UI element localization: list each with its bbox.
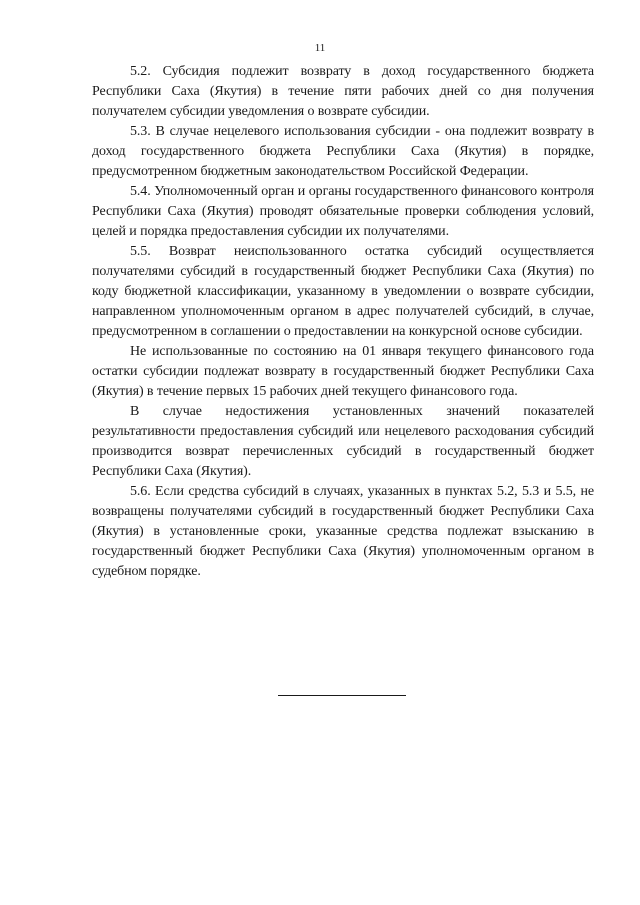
paragraph-5-2: 5.2. Субсидия подлежит возврату в доход государственного бюджета Республики Саха (Якутия) в течение пяти рабочих дней со дня получения получателем субсидии уведомления о возврате субсидии. [92, 64, 594, 119]
paragraph-5-5: 5.5. Возврат неиспользованного остатка субсидий осуществляется получателями субсидий в государственный бюджет Республики Саха (Якутия) по коду бюджетной классификации, указанному в уведомлении о возврате субсидии, направленном уполномоченным органом в адрес получателей субсидий, в случае, предусмотренном в соглашении о предоставлении на конкурсной основе субсидии. [92, 244, 594, 339]
closing-divider-line [278, 695, 406, 696]
paragraph-unused-balance: Не использованные по состоянию на 01 января текущего финансового года остатки субсидии подлежат возврату в государственный бюджет Республики Саха (Якутия) в течение первых 15 рабочих дней текущего финансового года. [92, 344, 594, 399]
document-body [92, 62, 594, 582]
paragraph-non-achievement: В случае недостижения установленных значений показателей результативности предоставления субсидий или нецелевого расходования субсидий производится возврат перечисленных субсидий в государственный бюджет Республики Саха (Якутия). [92, 404, 594, 479]
page-number: 11 [314, 42, 326, 54]
paragraph-5-4: 5.4. Уполномоченный орган и органы государственного финансового контроля Республики Саха (Якутия) проводят обязательные проверки соблюдения условий, целей и порядка предоставления субсидии их получателями. [92, 184, 594, 239]
paragraph-5-3: 5.3. В случае нецелевого использования субсидии - она подлежит возврату в доход государственного бюджета Республики Саха (Якутия) в порядке, предусмотренном бюджетным законодательством Российской Федерации. [92, 124, 594, 179]
paragraph-5-6: 5.6. Если средства субсидий в случаях, указанных в пунктах 5.2, 5.3 и 5.5, не возвращены получателями субсидий в государственный бюджет Республики Саха (Якутия) в установленные сроки, указанные средства подлежат взысканию в государственный бюджет Республики Саха (Якутия) уполномоченным органом в судебном порядке. [92, 484, 594, 579]
